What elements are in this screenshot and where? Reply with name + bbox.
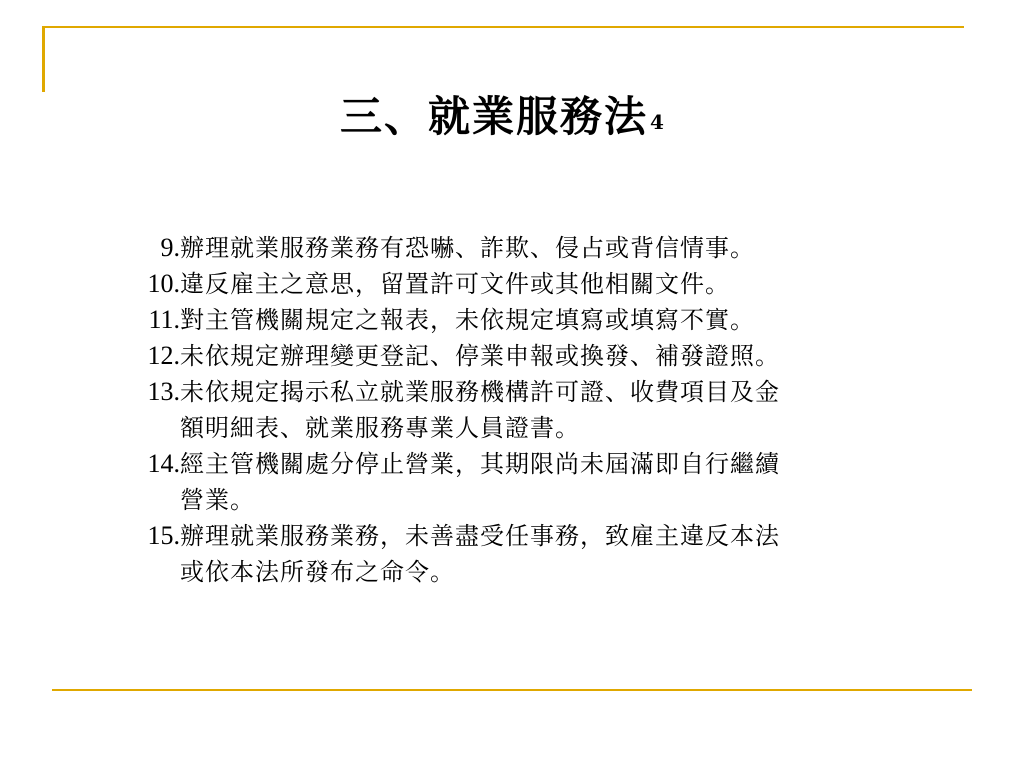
list-item bbox=[120, 518, 1010, 590]
list-item bbox=[120, 446, 1010, 518]
list-item bbox=[120, 338, 1010, 374]
item-list bbox=[120, 230, 1010, 590]
item-text: 辦理就業服務業務有恐嚇、詐欺、侵占或背信情事。 bbox=[180, 234, 755, 262]
item-number: 10. bbox=[147, 269, 180, 298]
item-number: 12. bbox=[147, 341, 180, 370]
slide-title bbox=[340, 78, 664, 141]
item-number: 9. bbox=[160, 233, 180, 262]
title-superscript: 4 bbox=[650, 110, 664, 134]
frame-top-line bbox=[42, 26, 964, 28]
item-text: 對主管機關規定之報表，未依規定填寫或填寫不實。 bbox=[180, 306, 755, 334]
item-number: 14. bbox=[147, 449, 180, 478]
item-number: 15. bbox=[147, 521, 180, 550]
item-text: 經主管機關處分停止營業，其期限尚未屆滿即自行繼續 營業。 bbox=[180, 450, 780, 514]
frame-left-line bbox=[42, 26, 45, 92]
item-number: 13. bbox=[147, 377, 180, 406]
item-text: 未依規定揭示私立就業服務機構許可證、收費項目及金 額明細表、就業服務專業人員證書。 bbox=[180, 378, 780, 442]
item-text: 違反雇主之意思，留置許可文件或其他相關文件。 bbox=[180, 270, 730, 298]
title-text: 三、就業服務法 bbox=[340, 92, 649, 141]
list-item bbox=[120, 302, 1010, 338]
frame-bottom-line bbox=[52, 689, 972, 691]
item-number: 11. bbox=[148, 305, 180, 334]
list-item bbox=[120, 266, 1010, 302]
item-text: 未依規定辦理變更登記、停業申報或換發、補發證照。 bbox=[180, 342, 780, 370]
item-text: 辦理就業服務業務，未善盡受任事務，致雇主違反本法 或依本法所發布之命令。 bbox=[180, 522, 780, 586]
list-item bbox=[120, 230, 1010, 266]
list-item bbox=[120, 374, 1010, 446]
